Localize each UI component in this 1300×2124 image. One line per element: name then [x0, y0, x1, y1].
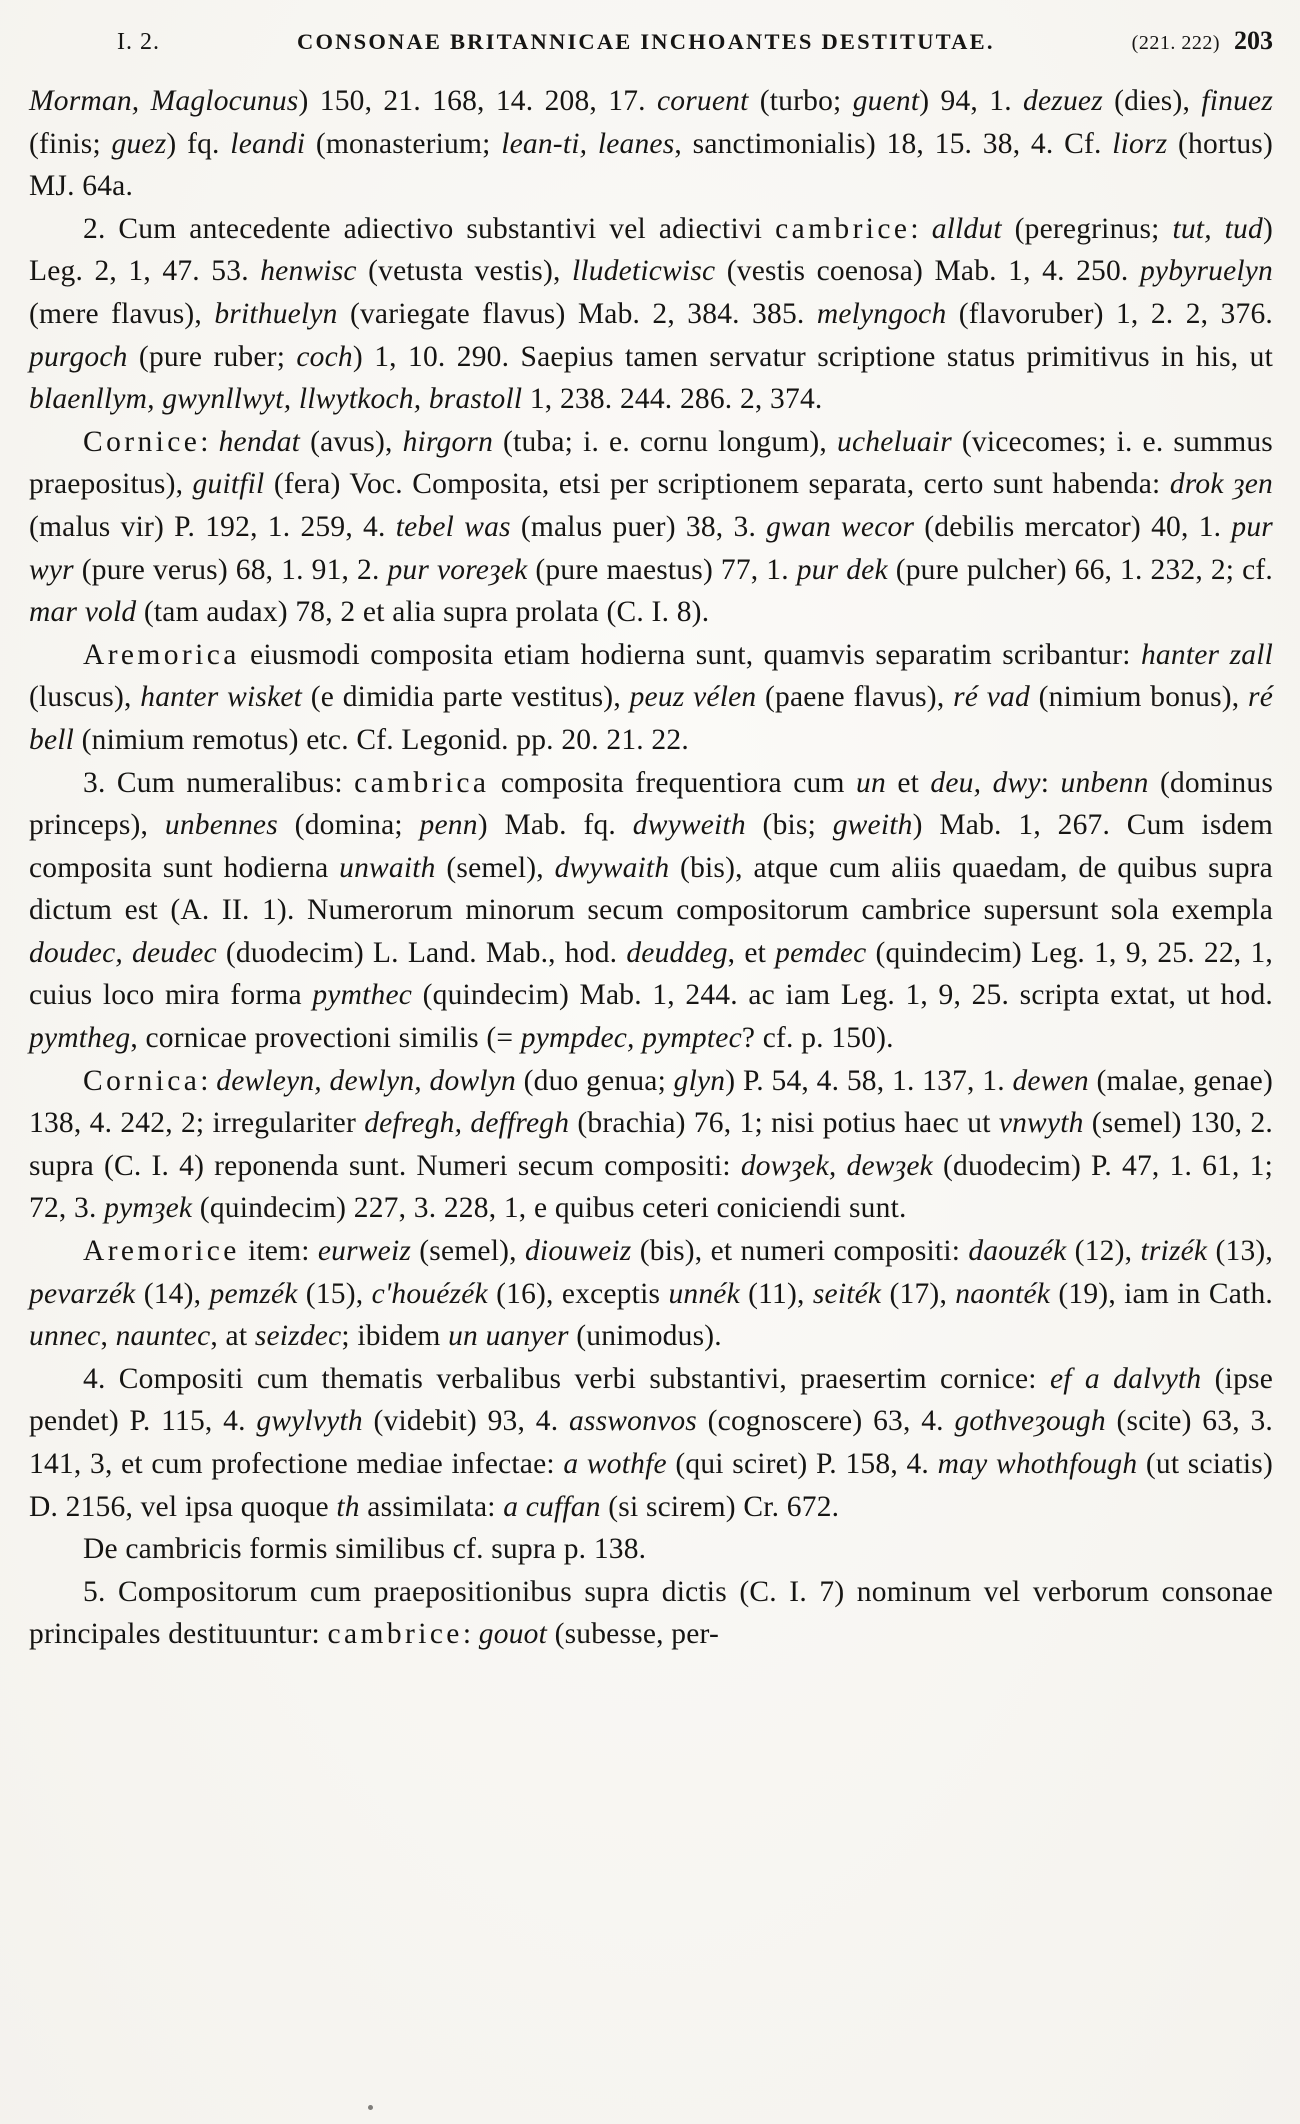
text-run: (avus), [300, 425, 403, 458]
italic-term: Morman, Maglocunus [29, 85, 299, 117]
paragraph [29, 1358, 1273, 1528]
italic-term: dewleyn, dewlyn, dowlyn [216, 1064, 516, 1097]
text-run: (bis; [745, 809, 833, 842]
text-run: (semel) 130, 2. supra (C. I. 4) reponenda sunt. Numeri secum compositi: [29, 1107, 1273, 1182]
text-run: , at [210, 1320, 255, 1353]
running-header [29, 26, 1273, 56]
italic-term: alldut [931, 212, 1002, 245]
text-run: , sanctimonialis) 18, 15. 38, 4. Cf. [674, 127, 1113, 160]
italic-term: guez [111, 127, 167, 160]
text-run: : [1040, 766, 1061, 799]
italic-term: gwylvyth [256, 1405, 363, 1438]
text-run: (mere flavus), [29, 297, 215, 330]
spaced-term: Aremorica [83, 638, 240, 671]
italic-term: ef a dalvyth [1049, 1362, 1202, 1395]
text-run: : [910, 212, 932, 245]
text-run: 5. Compositorum cum praepositionibus supra dictis (C. I. 7) nominum vel verborum consonae principales destituuntur: [29, 1575, 1273, 1651]
italic-term: gweith [832, 809, 913, 842]
italic-term: naonték [955, 1277, 1051, 1310]
italic-term: un uanyer [448, 1320, 569, 1353]
italic-term: pymthec [312, 979, 413, 1012]
italic-term: purgoch [29, 340, 128, 373]
text-run: (duodecim) L. Land. Mab., hod. [216, 936, 627, 969]
text-run: ) Mab. fq. [477, 809, 633, 842]
section-ref: I. 2. [117, 29, 160, 55]
text-run: (bis), et numeri compositi: [631, 1235, 969, 1268]
text-run: (pure maestus) 77, 1. [527, 553, 797, 586]
italic-term: unnék [668, 1277, 740, 1310]
spaced-term: cambrice [327, 1618, 463, 1651]
paragraph [29, 421, 1273, 634]
header-right-group [1132, 26, 1273, 56]
text-run: composita frequentiora cum [489, 766, 857, 799]
text-run: ) 1, 10. 290. Saepius tamen servatur scriptione status primitivus in his, ut [352, 340, 1273, 373]
text-run: (e dimidia parte vestitus), [302, 681, 630, 714]
italic-term: dwywaith [554, 851, 670, 884]
italic-term: gwan wecor [766, 510, 915, 543]
text-run: , [100, 1320, 116, 1353]
text-run: (brachia) 76, 1; nisi potius haec ut [569, 1107, 999, 1140]
italic-term: blaenllym, gwynllwyt, llwytkoch, brastoll [29, 383, 523, 416]
italic-term: daouzék [968, 1235, 1067, 1268]
text-run: assimilata: [359, 1490, 504, 1523]
text-run: (tuba; i. e. cornu longum), [493, 425, 838, 458]
text-run: (malus puer) 38, 3. [510, 510, 767, 543]
italic-term: dwyweith [632, 809, 746, 842]
text-run: (domina; [277, 809, 420, 842]
italic-term: seiték [812, 1277, 882, 1310]
italic-term: henwisc [260, 255, 357, 288]
text-run: De cambricis formis similibus cf. supra p. 138. [83, 1533, 647, 1566]
text-run: (semel), [435, 851, 555, 884]
italic-term: defregh, deffregh [364, 1107, 570, 1140]
spaced-term: Aremorice [83, 1235, 240, 1268]
text-run: (paene flavus), [756, 681, 954, 714]
italic-term: pemzék [209, 1277, 298, 1310]
text-run: (peregrinus; [1001, 212, 1173, 245]
text-run: (flavoruber) 1, 2. 2, 376. [946, 297, 1273, 330]
text-run: : [200, 1064, 217, 1097]
text-run: (19), iam in Cath. [1050, 1277, 1273, 1310]
text-run: , et [727, 936, 776, 969]
italic-term: gouot [478, 1618, 547, 1651]
italic-term: doudec, deudec [29, 936, 217, 969]
text-run: (quindecim) Leg. 1, 9, 25. 22, 1, cuius loco mira forma [29, 936, 1273, 1012]
text-run: ) 150, 21. 168, 14. 208, 17. [298, 85, 657, 117]
text-run: ; ibidem [341, 1320, 449, 1353]
text-run: (vetusta vestis), [356, 255, 572, 288]
text-run: (si scirem) Cr. 672. [600, 1490, 840, 1523]
italic-term: finuez [1201, 85, 1274, 117]
italic-term: asswonvos [568, 1405, 697, 1438]
text-run: (duo genua; [515, 1064, 674, 1097]
italic-term: pympdec, pymptec [520, 1022, 742, 1055]
text-run: ) Leg. 2, 1, 47. 53. [29, 212, 1273, 288]
italic-term: ré vad [953, 681, 1030, 714]
paragraph [29, 1571, 1273, 1656]
text-run: (11), [739, 1277, 813, 1310]
italic-term: hirgorn [402, 425, 494, 458]
text-run: (qui sciret) P. 158, 4. [666, 1448, 938, 1480]
text-run: (unimodus). [568, 1320, 722, 1353]
italic-term: pymȝek [104, 1192, 193, 1225]
spaced-term: Cornice [83, 425, 201, 458]
italic-term: gothveȝough [954, 1405, 1106, 1438]
text-run: (dominus princeps), [29, 766, 1274, 842]
italic-term: glyn [673, 1064, 726, 1097]
paragraph [29, 1060, 1273, 1230]
italic-term: pemdec [775, 936, 867, 969]
text-run: (hortus) MJ. 64a. [29, 127, 1273, 203]
text-run: ? cf. p. 150). [741, 1022, 894, 1055]
italic-term: may whothfough [937, 1448, 1138, 1480]
italic-term: dewen [1012, 1064, 1089, 1097]
italic-term: pymtheg [29, 1022, 131, 1055]
text-run: item: [239, 1235, 318, 1268]
text-run: 4. Compositi cum thematis verbalibus verbi substantivi, praesertim cornice: [83, 1362, 1050, 1395]
text-run: (tam audax) 78, 2 et alia supra prolata (C. I. 8). [136, 596, 710, 629]
spaced-term: Cornica [83, 1064, 201, 1097]
text-run: (variegate flavus) Mab. 2, 384. 385. [337, 297, 817, 330]
text-run: (14), [135, 1277, 210, 1310]
italic-term: pur dek [796, 553, 888, 586]
italic-term: a cuffan [503, 1490, 601, 1523]
text-run: (ipse pendet) P. 115, 4. [29, 1362, 1273, 1438]
text-run: 1, 238. 244. 286. 2, 374. [522, 383, 823, 416]
text-run: (debilis mercator) 40, 1. [914, 510, 1232, 543]
italic-term: trizék [1140, 1235, 1208, 1268]
scan-artifact [368, 2105, 373, 2110]
italic-term: lludeticwisc [571, 255, 716, 288]
text-run: ) Mab. 1, 267. Cum isdem composita sunt hodierna [29, 809, 1273, 884]
text-run: (quindecim) 227, 3. 228, 1, e quibus ceteri coniciendi sunt. [192, 1192, 907, 1225]
text-run: (16), exceptis [487, 1277, 669, 1310]
paragraph [29, 762, 1273, 1060]
paragraph [29, 1230, 1273, 1358]
text-run: (malae, genae) 138, 4. 242, 2; irregulariter [29, 1064, 1273, 1140]
text-run: (pure pulcher) 66, 1. 232, 2; cf. [887, 553, 1274, 586]
text-run: (nimium bonus), [1029, 681, 1249, 714]
text-run: (13), [1207, 1235, 1273, 1268]
text-run: (pure verus) 68, 1. 91, 2. [73, 553, 388, 586]
italic-term: th [336, 1490, 360, 1523]
text-run: ) fq. [166, 127, 231, 160]
page-number: 203 [1234, 26, 1273, 55]
text-run: (vestis coenosa) Mab. 1, 4. 250. [715, 255, 1140, 288]
italic-term: vnwyth [998, 1107, 1084, 1140]
italic-term: diouweiz [524, 1235, 632, 1268]
italic-term: liorz [1112, 127, 1168, 160]
italic-term: drok ȝen [1169, 468, 1273, 501]
italic-term: hanter zall [1140, 638, 1273, 671]
italic-term: mar vold [29, 596, 137, 629]
italic-term: unbennes [164, 809, 278, 842]
text-run: (pure ruber; [127, 340, 297, 373]
paragraph [29, 634, 1273, 762]
italic-term: lean-ti, leanes [501, 127, 675, 160]
text-run: (finis; [29, 127, 112, 160]
text-run: 2. Cum antecedente adiectivo substantivi vel adiectivi [83, 212, 776, 245]
spaced-term: cambrice [775, 212, 911, 245]
text-run: (luscus), [29, 681, 141, 714]
text-run: (15), [297, 1277, 372, 1310]
italic-term: pybyruelyn [1139, 255, 1274, 288]
italic-term: coruent [656, 85, 749, 117]
italic-term: guitfil [192, 468, 265, 501]
italic-term: un [856, 766, 886, 799]
text-run: (scite) 63, 3. 141, 3, et cum profectione mediae infectae: [29, 1405, 1273, 1480]
column-ref: (221. 222) [1131, 32, 1220, 54]
text-run: : [462, 1618, 479, 1651]
italic-term: ucheluair [837, 425, 952, 458]
italic-term: pur wyr [29, 510, 1273, 586]
italic-term: hendat [218, 425, 301, 458]
text-run: (turbo; [748, 85, 853, 117]
paragraph [29, 80, 1273, 208]
italic-term: a wothfe [563, 1448, 667, 1480]
italic-term: coch [296, 340, 353, 373]
page-body [29, 80, 1273, 1656]
text-run: 3. Cum numeralibus: [83, 766, 355, 799]
italic-term: pur voreȝek [387, 553, 528, 586]
italic-term: c'houézék [371, 1277, 488, 1310]
italic-term: seizdec [254, 1320, 342, 1353]
text-run: (videbit) 93, 4. [362, 1405, 569, 1438]
italic-term: tut, tud [1172, 212, 1263, 245]
text-run: : [200, 425, 219, 458]
italic-term: leandi [230, 127, 306, 160]
italic-term: unbenn [1060, 766, 1149, 799]
italic-term: deu, dwy [930, 766, 1041, 799]
running-title: CONSONAE BRITANNICAE INCHOANTES DESTITUTAE. [297, 29, 995, 54]
italic-term: hanter wisket [140, 681, 303, 714]
italic-term: unnec [29, 1320, 101, 1353]
italic-term: peuz vélen [629, 681, 757, 714]
text-run: (vicecomes; i. e. summus praepositus), [29, 425, 1273, 501]
italic-term: melyngoch [816, 297, 947, 330]
italic-term: dezuez [1023, 85, 1103, 117]
italic-term: ré bell [29, 681, 1274, 756]
spaced-term: cambrica [354, 766, 490, 799]
italic-term: guent [852, 85, 920, 117]
text-run: ) P. 54, 4. 58, 1. 137, 1. [725, 1064, 1013, 1097]
italic-term: brithuelyn [214, 297, 338, 330]
text-run: (dies), [1102, 85, 1202, 117]
text-run: (duodecim) P. 47, 1. 61, 1; 72, 3. [29, 1149, 1273, 1225]
italic-term: pevarzék [29, 1277, 136, 1310]
text-run: (ut sciatis) D. 2156, vel ipsa quoque [29, 1448, 1273, 1523]
italic-term: unwaith [339, 851, 436, 884]
text-run: (nimium remotus) etc. Cf. Legonid. pp. 20. 21. 22. [74, 723, 689, 756]
text-run: (semel), [411, 1235, 525, 1268]
text-run: (17), [881, 1277, 956, 1310]
paragraph [29, 1528, 1273, 1571]
italic-term: dowȝek, dewȝek [740, 1149, 933, 1182]
text-run: eiusmodi composita etiam hodierna sunt, quamvis separatim scribantur: [239, 638, 1141, 671]
italic-term: tebel was [395, 510, 511, 543]
italic-term: penn [419, 809, 478, 842]
paragraph [29, 208, 1273, 421]
italic-term: nauntec [115, 1320, 211, 1353]
text-run: (subesse, per- [547, 1618, 719, 1651]
text-run: ) 94, 1. [919, 85, 1024, 117]
text-run: , cornicae provectioni similis (= [130, 1022, 521, 1055]
text-run: (fera) Voc. Composita, etsi per scriptionem separata, certo sunt habenda: [264, 468, 1170, 501]
text-run: (quindecim) Mab. 1, 244. ac iam Leg. 1, 9, 25. scripta extat, ut hod. [412, 979, 1273, 1012]
text-run: (monasterium; [305, 127, 502, 160]
text-run: et [885, 766, 931, 799]
italic-term: deuddeg [626, 936, 728, 969]
text-run: (cognoscere) 63, 4. [696, 1405, 955, 1438]
italic-term: eurweiz [317, 1235, 412, 1268]
text-run: (malus vir) P. 192, 1. 259, 4. [29, 510, 396, 543]
text-run: (bis), atque cum aliis quaedam, de quibus supra dictum est (A. II. 1). Numerorum minorum secum compositorum cambrice supersunt sola exempla [29, 851, 1273, 927]
text-run: (12), [1066, 1235, 1141, 1268]
